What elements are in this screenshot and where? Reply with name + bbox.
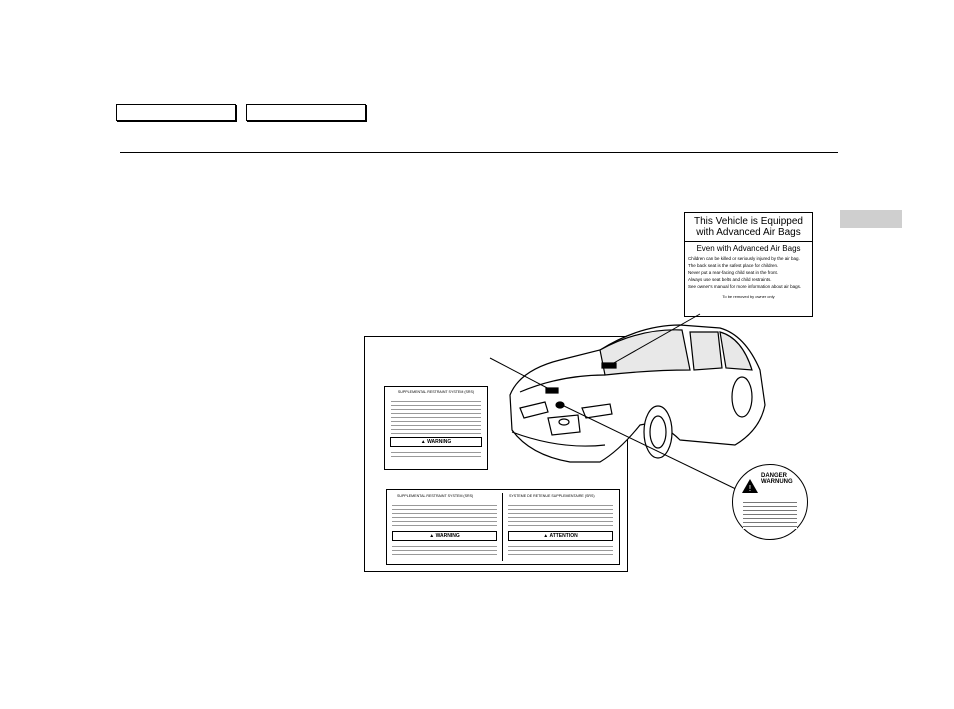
- danger-text: DANGER: [761, 473, 788, 479]
- warning-text: WARNING: [435, 533, 460, 539]
- attention-banner: ▲ ATTENTION: [508, 531, 613, 541]
- danger-instructions: [743, 499, 797, 529]
- srs-note-fr: [508, 543, 613, 557]
- list-item: See owner's manual for more information about air bags.: [688, 284, 802, 289]
- list-item: Never put a rear-facing child seat in the front.: [688, 270, 779, 275]
- srs-label-footnote: [391, 449, 481, 459]
- warning-text: WARNING: [427, 439, 452, 445]
- warnung-text: WARNUNG: [761, 479, 793, 485]
- warning-banner: ▲ WARNING: [392, 531, 497, 541]
- srs-label-small: [384, 386, 488, 470]
- warning-triangle-icon: [742, 479, 758, 493]
- list-item: Children can be killed or seriously injured by the air bag.: [688, 256, 800, 261]
- srs-body-en: [392, 502, 497, 528]
- danger-title: [761, 473, 793, 485]
- srs-title-fr: SYSTEME DE RETENUE SUPPLEMENTAIRE (SRS): [509, 494, 595, 498]
- srs-title-en: SUPPLEMENTAL RESTRAINT SYSTEM (SRS): [397, 494, 474, 498]
- list-item: Always use seat belts and child restraints.: [688, 277, 772, 282]
- srs-body-fr: [508, 502, 613, 528]
- srs-note-en: [392, 543, 497, 557]
- srs-label-bilingual: [386, 489, 620, 565]
- advanced-airbag-title: This Vehicle is Equipped with Advanced Air Bags: [694, 216, 803, 238]
- srs-label-title: SUPPLEMENTAL RESTRAINT SYSTEM (SRS): [397, 390, 475, 394]
- advanced-airbag-subtitle: Even with Advanced Air Bags: [696, 244, 801, 253]
- srs-label-body: [391, 398, 481, 434]
- list-item: The back seat is the safest place for children.: [688, 263, 779, 268]
- advanced-airbag-footer: To be removed by owner only: [722, 294, 775, 299]
- attention-text: ATTENTION: [549, 533, 578, 539]
- danger-radiator-label: [732, 464, 808, 540]
- svg-text:!: !: [748, 484, 752, 493]
- warning-banner: ▲ WARNING: [390, 437, 482, 447]
- label-divider: [502, 493, 503, 561]
